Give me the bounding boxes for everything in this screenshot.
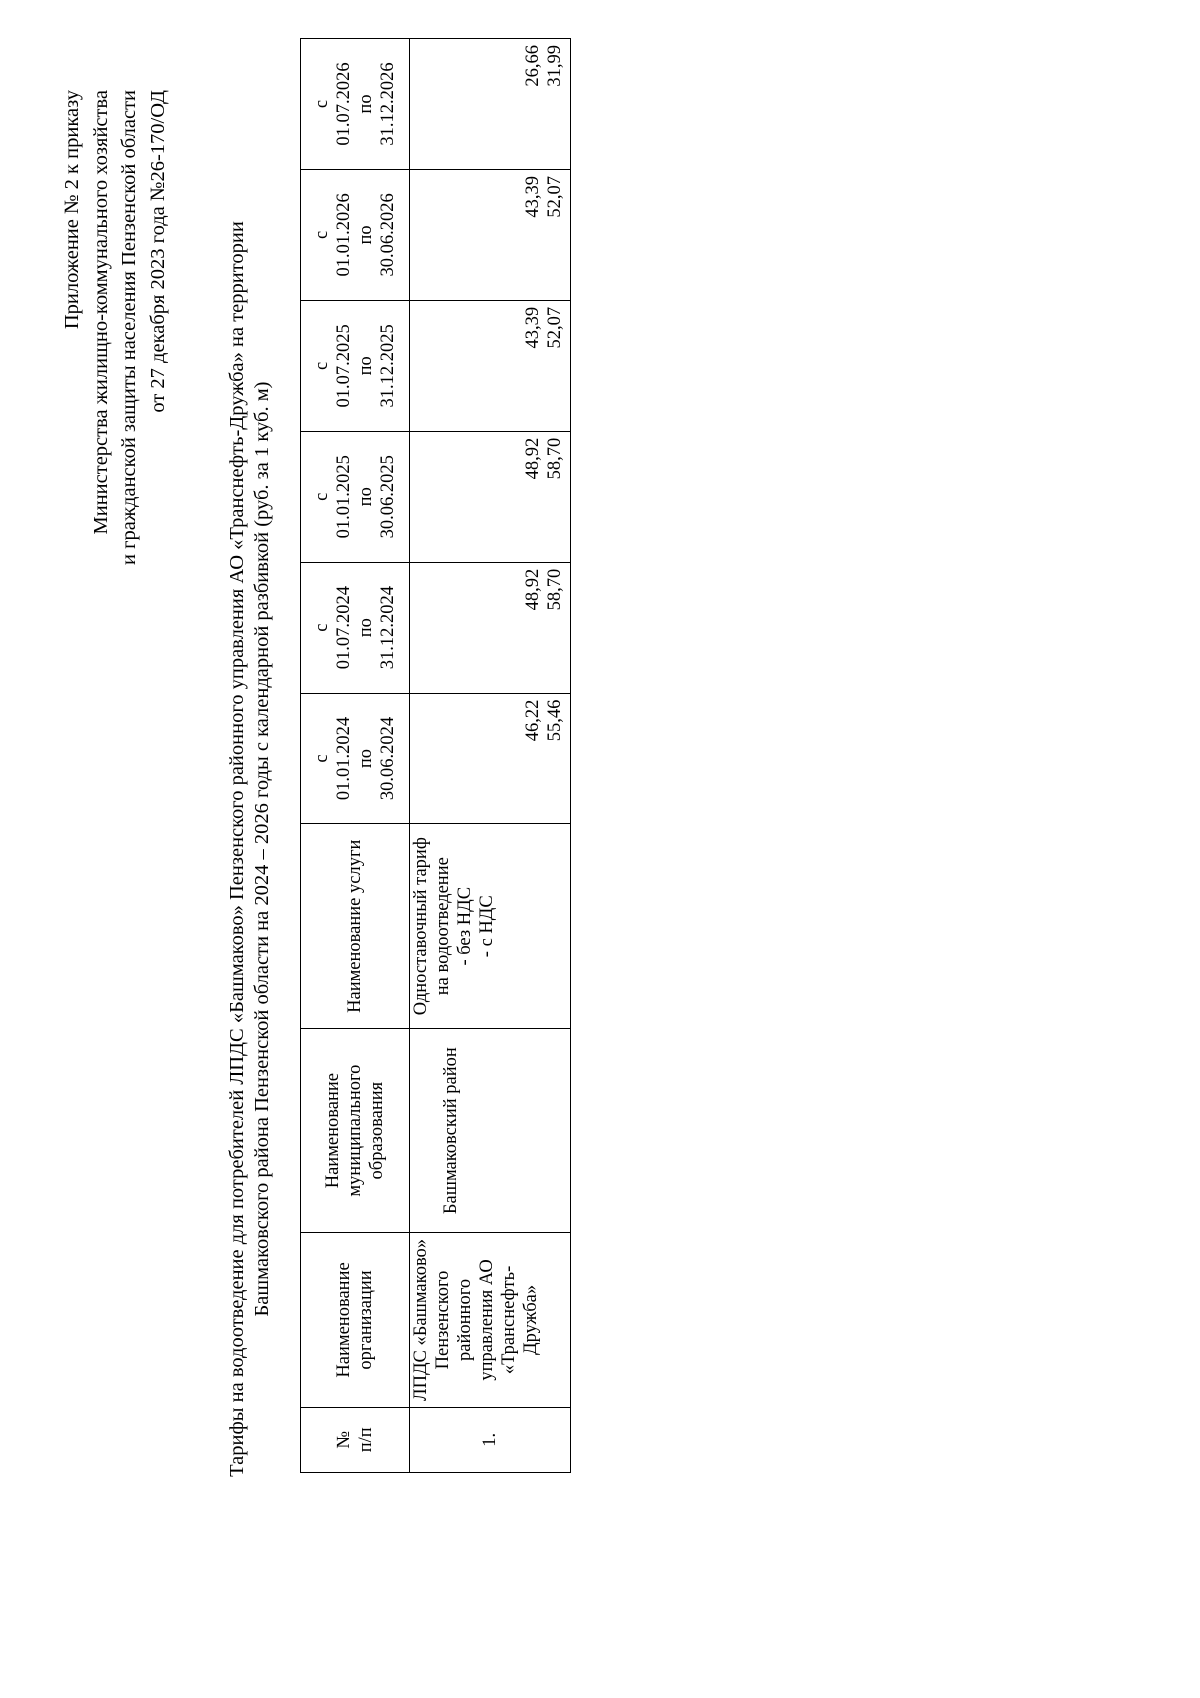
title-line: Тарифы на водоотведение для потребителей ЛПДС «Башмаково» Пензенского районного управления АО «Транснефть-Дружба» на территории: [226, 221, 248, 1477]
tariff-value-cell: [410, 562, 571, 693]
header-num: [301, 1407, 410, 1472]
header-period: с 01.07.2026 по 31.12.2026: [301, 39, 410, 170]
table-header-row: [301, 39, 410, 1473]
header-num-sign: №: [334, 1430, 354, 1449]
tariff-value-cell: [410, 693, 571, 824]
header-num-label: п/п: [356, 1427, 376, 1453]
header-period: с 01.07.2024 по 31.12.2024: [301, 562, 410, 693]
approval-block: [58, 90, 172, 790]
tariff-value-cell: [410, 300, 571, 431]
tariff-with-vat: 31,99: [545, 45, 565, 87]
service-with-vat-label: - с НДС: [477, 895, 497, 958]
document-title: [225, 50, 275, 1648]
tariff-with-vat: 52,07: [545, 175, 565, 218]
service-name: Одноставочный тариф на водоотведение: [411, 837, 453, 1016]
title-line: Башмаковского района Пензенской области на 2024 – 2026 годы с календарной разбивкой (руб. за 1 куб. м): [251, 381, 273, 1317]
tariff-without-vat: 48,92: [523, 568, 543, 611]
tariff-table: [300, 38, 571, 1473]
tariff-with-vat: 58,70: [545, 568, 565, 611]
tariff-without-vat: 46,22: [523, 699, 543, 742]
tariff-without-vat: 26,66: [523, 45, 543, 87]
approval-line: Министерства жилищно-коммунального хозяйства: [89, 90, 112, 535]
table-row: [410, 39, 571, 1473]
row-service: [410, 824, 571, 1028]
tariff-without-vat: 43,39: [523, 175, 543, 218]
header-mun: Наименование муниципального образования: [301, 1028, 410, 1232]
approval-line: и гражданской защиты населения Пензенской области: [118, 90, 140, 565]
approval-line: от 27 декабря 2023 года №26-170/ОД: [146, 90, 169, 413]
header-period: с 01.01.2026 по 30.06.2026: [301, 169, 410, 300]
row-num: 1.: [410, 1407, 571, 1472]
header-org: Наименование организации: [301, 1233, 410, 1407]
tariff-without-vat: 48,92: [523, 437, 543, 480]
row-mun: Башмаковский район: [410, 1028, 571, 1232]
row-org: ЛПДС «Башмаково» Пензенского районного управления АО «Транснефть-Дружба»: [410, 1233, 571, 1407]
approval-line: Приложение № 2 к приказу: [61, 90, 83, 330]
tariff-value-cell: [410, 169, 571, 300]
tariff-with-vat: 58,70: [545, 437, 565, 480]
tariff-with-vat: 52,07: [545, 306, 565, 349]
tariff-value-cell: [410, 431, 571, 562]
header-period: с 01.01.2025 по 30.06.2025: [301, 431, 410, 562]
document-page: [50, 45, 1150, 1648]
header-period: с 01.01.2024 по 30.06.2024: [301, 693, 410, 824]
tariff-without-vat: 43,39: [523, 306, 543, 349]
service-without-vat-label: - без НДС: [455, 886, 475, 966]
tariff-value-cell: [410, 39, 571, 170]
tariff-with-vat: 55,46: [545, 699, 565, 742]
header-period: с 01.07.2025 по 31.12.2025: [301, 300, 410, 431]
header-service: Наименование услуги: [301, 824, 410, 1028]
